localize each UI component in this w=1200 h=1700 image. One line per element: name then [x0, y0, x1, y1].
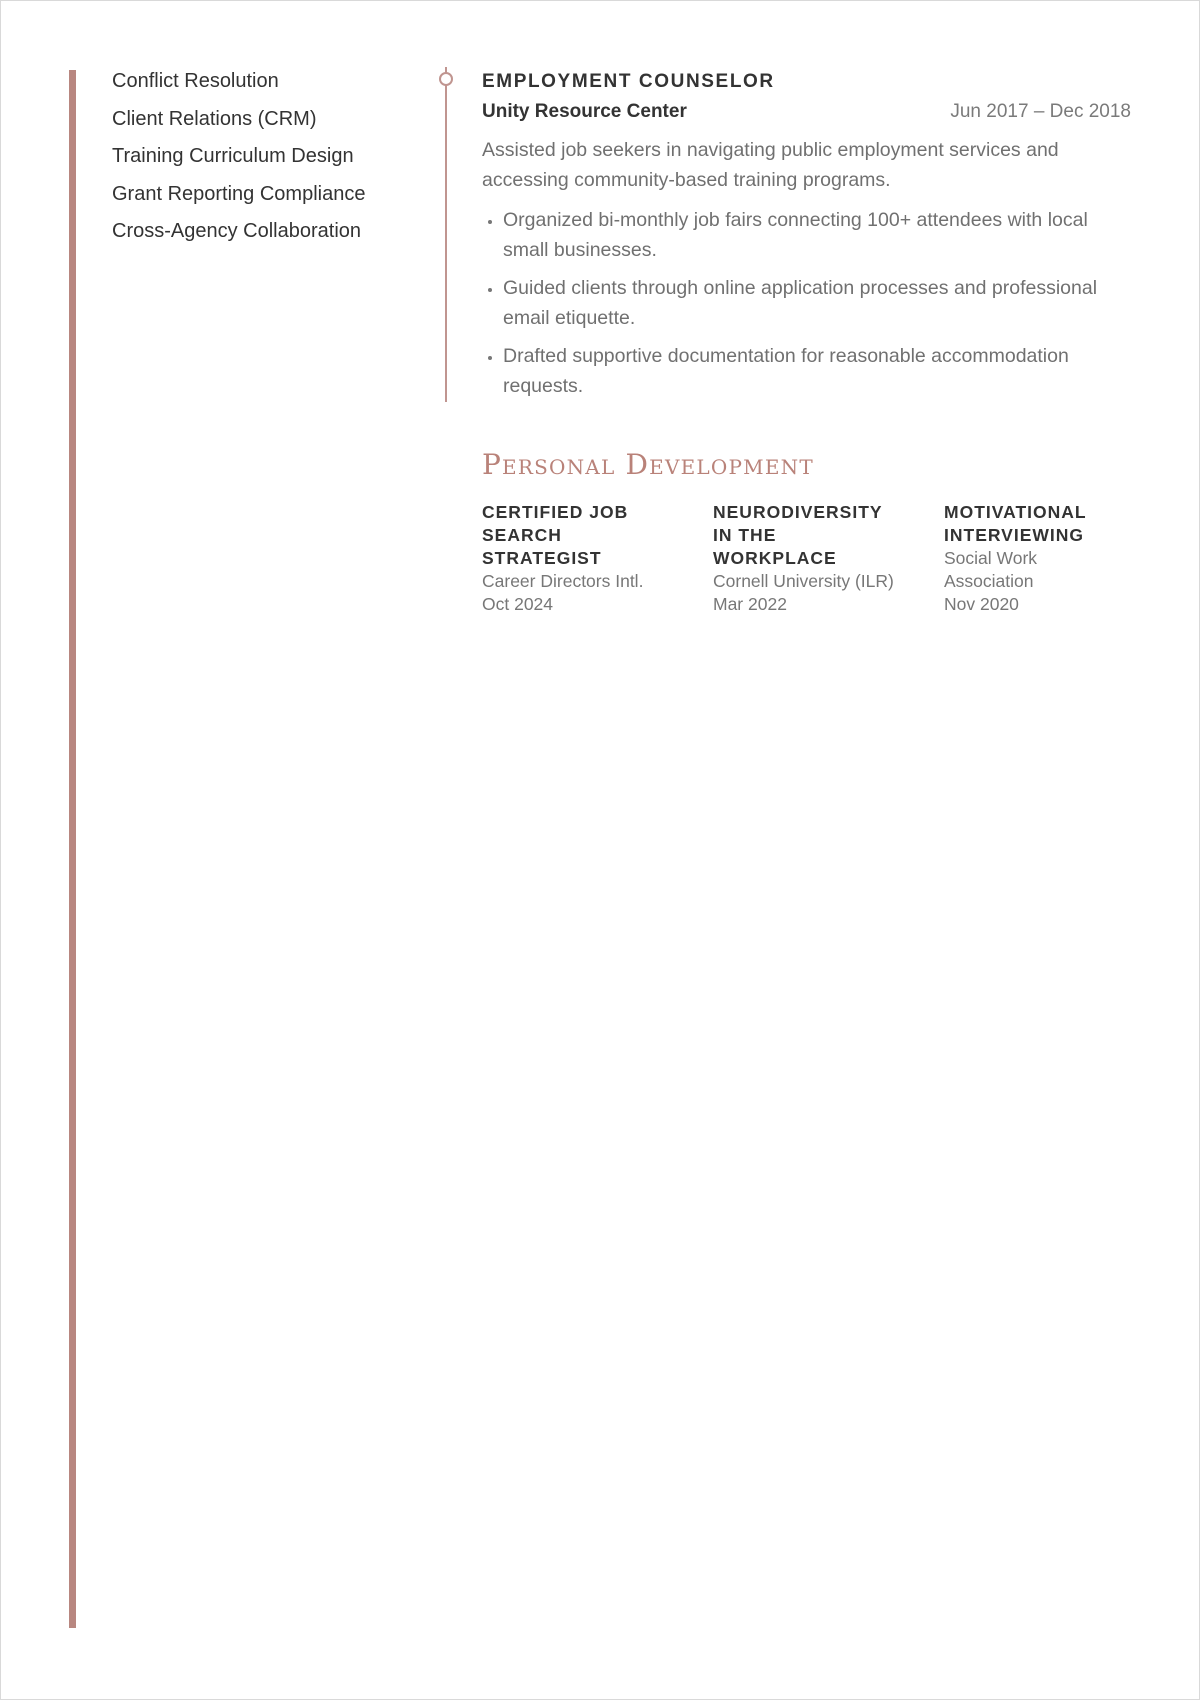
timeline-line — [445, 67, 447, 402]
certification-date: Mar 2022 — [713, 594, 787, 614]
certification-title: CERTIFIED JOB SEARCH STRATEGIST — [482, 502, 629, 568]
certification-org: Career Directors Intl. — [482, 571, 644, 591]
job-bullet: • Organized bi-monthly job fairs connecting 100+ attendees with local small businesses. — [503, 205, 1131, 265]
job-bullet: • Drafted supportive documentation for reasonable accommodation requests. — [503, 341, 1131, 401]
job-title: EMPLOYMENT COUNSELOR — [482, 71, 775, 92]
certification-date: Nov 2020 — [944, 594, 1019, 614]
certification-item — [944, 501, 1134, 616]
skill-item: Grant Reporting Compliance — [112, 182, 366, 205]
certification-item — [713, 501, 913, 616]
certification-date: Oct 2024 — [482, 594, 554, 614]
skill-item: Cross-Agency Collaboration — [112, 220, 362, 243]
job-meta-row — [482, 100, 1131, 128]
accent-bar — [69, 70, 76, 1628]
job-company: Unity Resource Center — [482, 101, 687, 122]
certification-title: NEURODIVERSITY IN THE WORKPLACE — [713, 502, 883, 568]
section-heading-personal-development: Personal Development — [482, 448, 814, 481]
job-dates: Jun 2017 – Dec 2018 — [950, 101, 1131, 122]
certification-org: Cornell University (ILR) — [713, 571, 894, 591]
skill-item: Client Relations (CRM) — [112, 107, 317, 130]
job-summary: Assisted job seekers in navigating public employment services and accessing community-based training programs. — [482, 139, 1059, 191]
certification-item — [482, 501, 682, 616]
timeline-dot-icon — [439, 72, 453, 86]
certification-title: MOTIVATIONAL INTERVIEWING — [944, 502, 1087, 545]
certifications — [482, 501, 1142, 631]
certification-org: Social Work Association — [944, 548, 1038, 591]
job-bullets — [482, 205, 1131, 401]
skill-item: Conflict Resolution — [112, 70, 279, 92]
skills-list — [112, 69, 365, 257]
skill-item: Training Curriculum Design — [112, 145, 354, 168]
job-bullet: • Guided clients through online application processes and professional email etiquette. — [503, 273, 1131, 333]
job-entry — [482, 70, 1131, 409]
